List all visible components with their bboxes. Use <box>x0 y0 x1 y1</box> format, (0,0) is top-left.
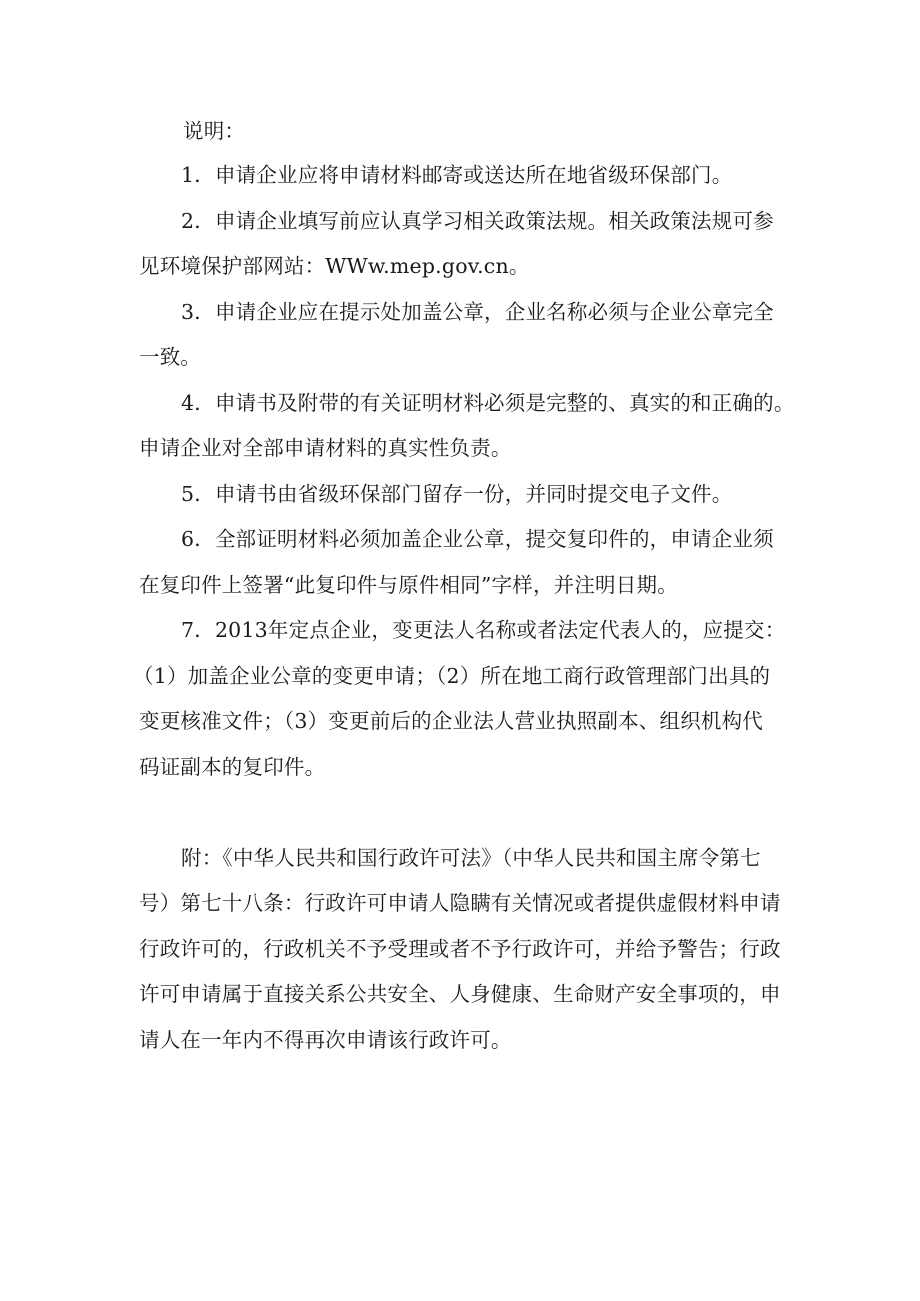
instruction-item-7-line-4: 码证副本的复印件。 <box>139 755 326 779</box>
instruction-item-3-line-2: 一致。 <box>139 345 202 369</box>
instructions-heading: 说明： <box>183 119 246 143</box>
instruction-item-1-line-1: 1．申请企业应将申请材料邮寄或送达所在地省级环保部门。 <box>181 163 733 187</box>
instruction-item-6-line-1: 6．全部证明材料必须加盖企业公章，提交复印件的，申请企业须 <box>181 527 774 551</box>
appendix-line-5: 请人在一年内不得再次申请该行政许可。 <box>139 1028 512 1052</box>
instruction-item-7-line-1: 7．2013年定点企业，变更法人名称或者法定代表人的，应提交： <box>181 618 786 642</box>
instruction-item-2-line-2: 见环境保护部网站：WWw.mep.gov.cn。 <box>139 254 530 278</box>
instruction-item-2-line-1: 2．申请企业填写前应认真学习相关政策法规。相关政策法规可参 <box>181 209 774 233</box>
appendix-line-3: 行政许可的，行政机关不予受理或者不予行政许可，并给予警告；行政 <box>139 937 781 961</box>
instruction-item-4-line-2: 申请企业对全部申请材料的真实性负责。 <box>139 436 512 460</box>
appendix-line-1: 附：《中华人民共和国行政许可法》（中华人民共和国主席令第七 <box>181 846 761 870</box>
instruction-item-6-line-2: 在复印件上签署“此复印件与原件相同”字样，并注明日期。 <box>139 573 678 597</box>
instruction-item-7-line-2: （1）加盖企业公章的变更申请；（2）所在地工商行政管理部门出具的 <box>133 664 771 688</box>
instruction-item-7-line-3: 变更核准文件；（3）变更前后的企业法人营业执照副本、组织机构代 <box>139 709 763 733</box>
appendix-line-4: 许可申请属于直接关系公共安全、人身健康、生命财产安全事项的，申 <box>139 982 781 1006</box>
instruction-item-3-line-1: 3．申请企业应在提示处加盖公章，企业名称必须与企业公章完全 <box>181 300 774 324</box>
appendix-line-2: 号）第七十八条：行政许可申请人隐瞒有关情况或者提供虚假材料申请 <box>139 891 781 915</box>
instruction-item-4-line-1: 4．申请书及附带的有关证明材料必须是完整的、真实的和正确的。 <box>181 391 795 415</box>
instruction-item-5-line-1: 5．申请书由省级环保部门留存一份，并同时提交电子文件。 <box>181 482 733 506</box>
